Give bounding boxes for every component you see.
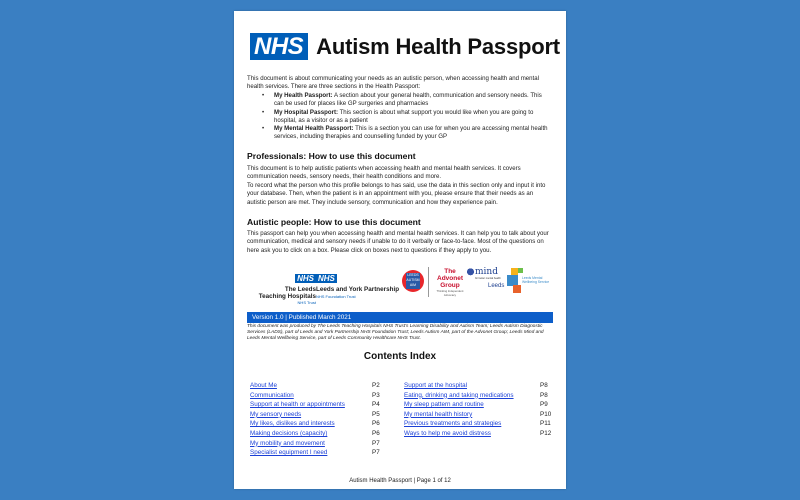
professionals-paragraph-1: This document is to help autistic patients when accessing health and mental health services. It covers communication needs, sensory needs, their health conditions and more. — [247, 165, 521, 181]
professionals-paragraph-2: To record what the person who this profile belongs to has said, use the data in this section only and input it into your database. Then, when the patient is in an appointment with you, please ensure that their needs as an autistic person are met. They include sensory, communication and how they experience pain. — [247, 182, 546, 206]
logo-text: mind — [475, 267, 498, 277]
toc-row — [250, 381, 388, 391]
toc-row — [404, 400, 556, 410]
toc-link-sensory-needs[interactable]: My sensory needs — [250, 410, 302, 418]
document-page — [234, 11, 566, 489]
toc-page: P10 — [540, 410, 552, 418]
leeds-autism-aim-logo — [402, 270, 424, 292]
logo-square-icon — [518, 268, 523, 273]
autistic-people-heading: Autistic people: How to use this document — [247, 217, 421, 227]
toc-page: P12 — [540, 429, 552, 437]
logo-text: Teaching Hospitals — [258, 293, 316, 300]
logo-text: Leeds and York Partnership — [316, 286, 400, 293]
contents-title: Contents Index — [363, 351, 437, 362]
toc-link-specialist-equipment[interactable]: Specialist equipment I need — [250, 449, 328, 457]
partner-logos — [252, 264, 552, 304]
logo-text: NHS Foundation Trust — [316, 294, 356, 299]
toc-link-support-hospital[interactable]: Support at the hospital — [404, 382, 468, 389]
section-text: This section is about what support you would like when you are going to hospital, as a visitor or as a patient — [274, 108, 534, 124]
section-label: My Health Passport: — [274, 92, 333, 99]
toc-row — [250, 448, 388, 458]
toc-link-support-appointments[interactable]: Support at health or appointments — [250, 401, 345, 409]
section-item-hospital — [262, 109, 552, 126]
logo-text: for better mental health — [475, 277, 501, 280]
advonet-group-logo — [433, 268, 467, 297]
logo-text: Thinking Independent Advocacy — [436, 289, 464, 297]
toc-link-sleep-pattern[interactable]: My sleep pattern and routine — [404, 401, 484, 409]
logo-square-icon — [511, 268, 518, 275]
section-text: A section about your general health, communication and sensory needs. This can be used for places like GP surgeries and pharmacies — [274, 92, 542, 108]
toc-link-mobility[interactable]: My mobility and movement — [250, 439, 325, 447]
autistic-people-paragraph: This passport can help you when accessing health and mental health services. It can help you to talk about your communication, medical and sensory needs if unable to do it verbally or face-to-face. Most of the questions on here ask you to click on a box. Please click on boxes next to questions if they apply to you. — [247, 230, 549, 254]
logo-text: Leeds — [488, 283, 505, 289]
mind-tree-icon — [466, 267, 475, 279]
toc-page: P4 — [372, 401, 380, 409]
toc-link-previous-treatments[interactable]: Previous treatments and strategies — [404, 420, 502, 428]
credit-text: This document was produced by The Leeds Teaching Hospitals NHS Trust's Learning Disability and Autism Team; Leeds Autism Diagnostic Services (LADS), part of Leeds and York Partnership NHS Foundation Trust; Leeds Autism AIM, part of the Advonet Group; Leeds Mind and Leeds Mental Wellbeing Service, part of Leeds Community Healthcare NHS Trust. — [247, 324, 544, 342]
toc-link-communication[interactable]: Communication — [250, 391, 294, 399]
leeds-mental-wellbeing-service-logo — [507, 268, 557, 296]
toc-row — [404, 429, 556, 439]
section-item-health — [262, 92, 552, 109]
intro-paragraph: This document is about communicating your needs as an autistic person, when accessing health and mental health services. There are three sections in the Health Passport: — [247, 75, 539, 91]
toc-row — [250, 419, 388, 429]
logo-text: Group — [440, 282, 460, 289]
toc-row — [404, 419, 556, 429]
toc-row — [250, 391, 388, 401]
toc-page: P3 — [372, 391, 380, 399]
page-footer: Autism Health Passport | Page 1 of 12 — [349, 478, 451, 484]
toc-row — [250, 400, 388, 410]
logo-text: Leeds Mental Wellbeing Service — [522, 276, 550, 284]
leeds-teaching-hospitals-logo — [254, 268, 316, 305]
logo-square-icon — [513, 285, 521, 293]
toc-link-avoid-distress[interactable]: Ways to help me avoid distress — [404, 429, 491, 437]
toc-link-mental-health-history[interactable]: My mental health history — [404, 410, 473, 418]
toc-link-eating-drinking[interactable]: Eating, drinking and taking medications — [404, 391, 514, 399]
leeds-york-partnership-logo — [316, 268, 406, 299]
leeds-mind-logo — [466, 267, 504, 292]
contents-column-right — [404, 381, 556, 439]
logo-divider — [428, 267, 429, 297]
nhs-mini-logo: NHS — [318, 274, 335, 283]
version-bar: Version 1.0 | Published March 2021 — [247, 312, 553, 323]
logo-text: NHS Trust — [297, 300, 316, 305]
logo-text: LEEDS AUTISM AIM — [406, 273, 420, 287]
logo-text: The — [444, 268, 456, 275]
toc-row — [404, 381, 556, 391]
toc-row — [250, 439, 388, 449]
sections-list — [262, 92, 552, 142]
toc-link-about-me[interactable]: About Me — [250, 382, 277, 389]
nhs-mini-logo: NHS — [297, 274, 314, 283]
toc-page: P9 — [540, 401, 548, 409]
toc-page: P8 — [540, 382, 548, 389]
toc-page: P8 — [540, 391, 548, 399]
section-item-mental-health — [262, 125, 552, 142]
nhs-logo: NHS — [250, 33, 308, 60]
document-header — [250, 33, 560, 60]
toc-row — [250, 429, 388, 439]
contents-column-left — [250, 381, 388, 458]
logo-text: Advonet — [437, 275, 463, 282]
toc-row — [404, 410, 556, 420]
toc-link-making-decisions[interactable]: Making decisions (capacity) — [250, 429, 328, 437]
professionals-heading: Professionals: How to use this document — [247, 151, 416, 161]
section-text: This is a section you can use for when you are accessing mental health services, including therapies and counselling funded by your GP — [274, 125, 548, 141]
document-title: Autism Health Passport — [316, 33, 560, 59]
toc-page: P7 — [372, 439, 380, 447]
logo-text: The Leeds — [284, 286, 316, 293]
toc-page: P5 — [372, 410, 380, 418]
toc-page: P6 — [372, 429, 380, 437]
toc-page: P7 — [372, 449, 380, 457]
toc-row — [404, 391, 556, 401]
section-label: My Hospital Passport: — [274, 108, 338, 116]
toc-page: P11 — [540, 420, 551, 428]
toc-page: P6 — [372, 420, 380, 428]
toc-page: P2 — [372, 382, 380, 389]
toc-link-likes-dislikes[interactable]: My likes, dislikes and interests — [250, 420, 335, 428]
section-label: My Mental Health Passport: — [274, 125, 354, 133]
toc-row — [250, 410, 388, 420]
